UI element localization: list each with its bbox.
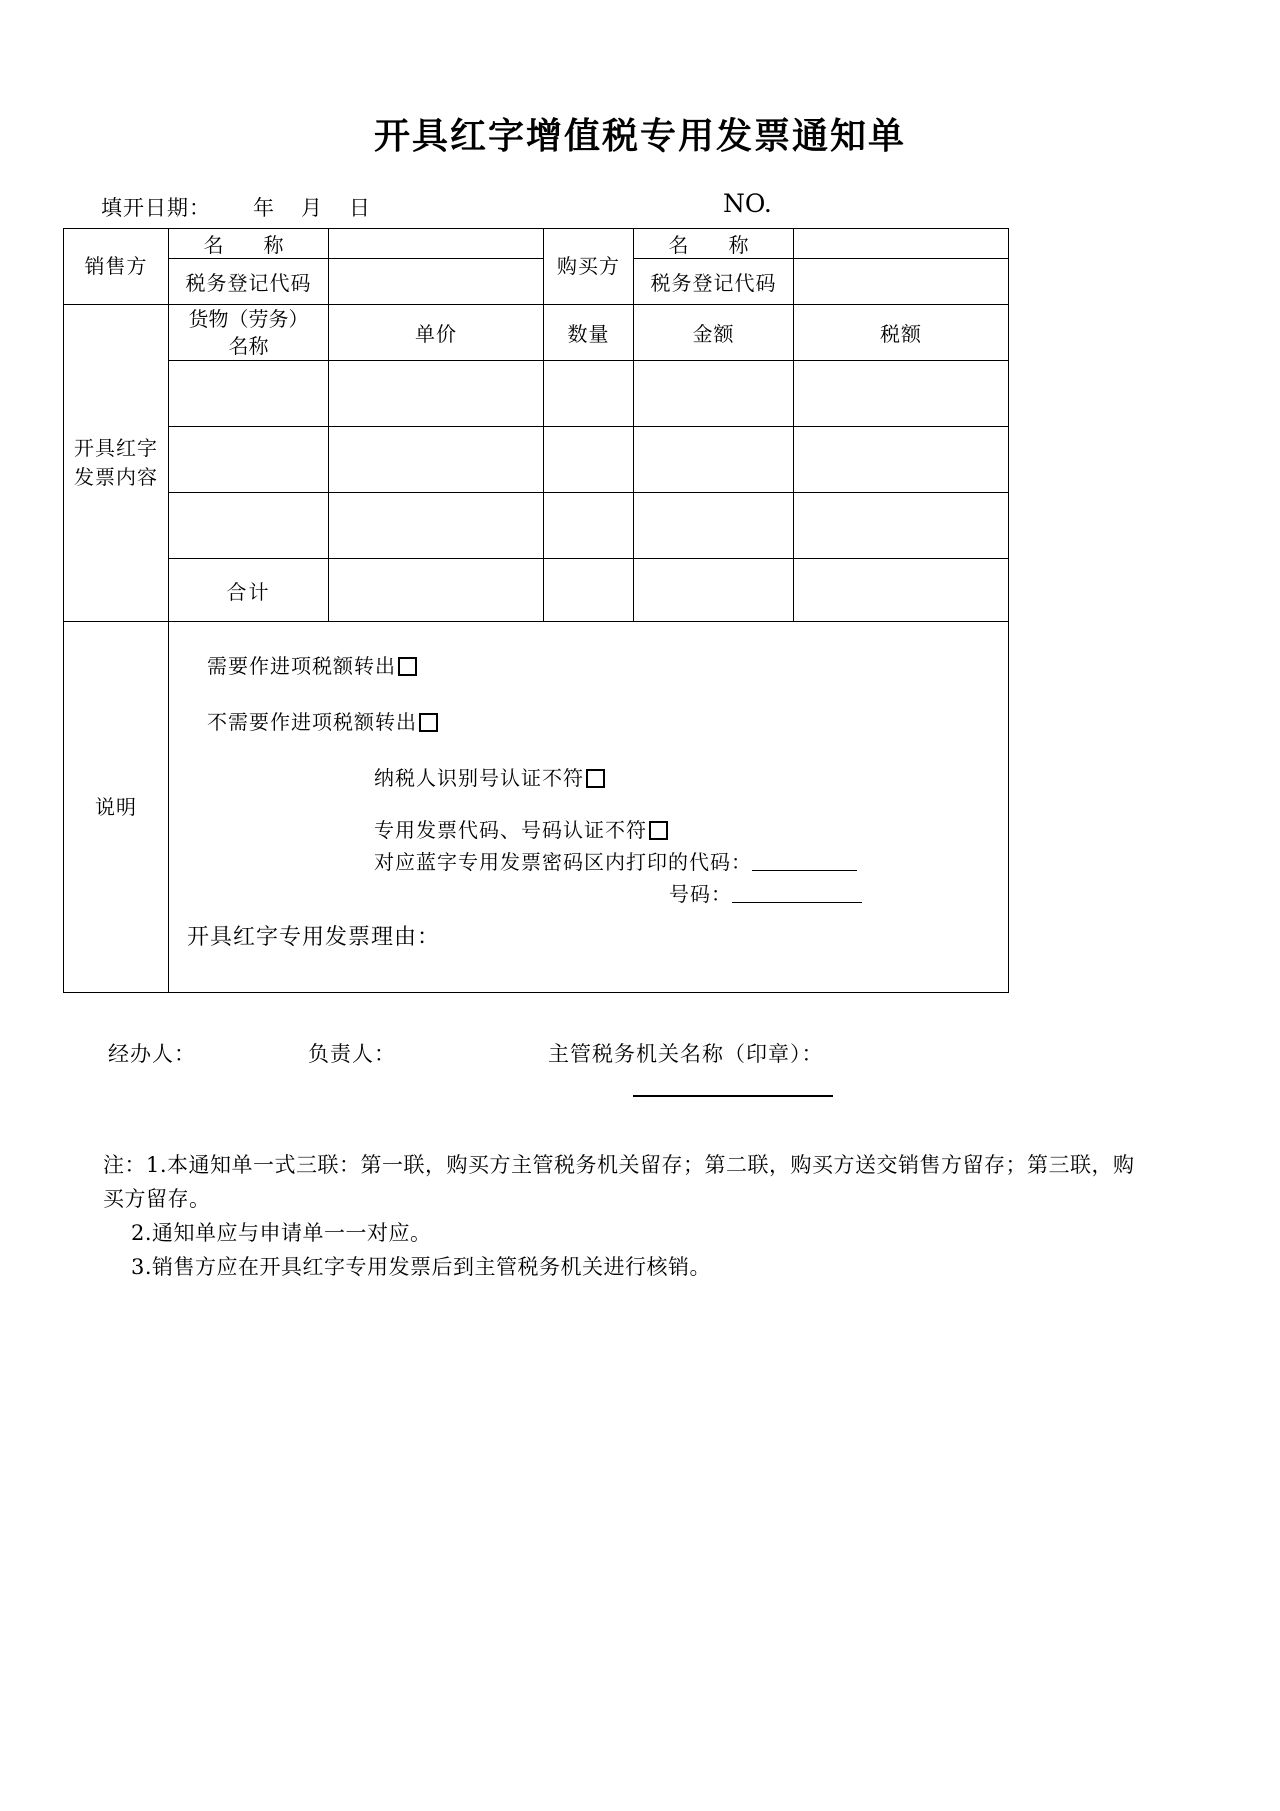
goods-tax-amount-cell[interactable] (794, 427, 1009, 493)
main-form-table (63, 228, 1009, 993)
goods-quantity-cell[interactable] (544, 493, 634, 559)
option-taxpayer-id-mismatch-checkbox[interactable] (586, 769, 605, 788)
goods-unit-price-cell[interactable] (329, 493, 544, 559)
goods-total-amount[interactable] (634, 559, 794, 622)
serial-number-label: NO. (723, 189, 772, 218)
goods-tax-amount-cell[interactable] (794, 493, 1009, 559)
meta-row (63, 189, 1008, 222)
signature-row (63, 1038, 1008, 1074)
option-invoice-code-mismatch[interactable] (374, 814, 668, 843)
buyer-tax-code-input[interactable] (794, 259, 1009, 305)
footer-note-3: 3.销售方应在开具红字专用发票后到主管税务机关进行核销。 (131, 1255, 712, 1280)
day-label: 日 (349, 196, 371, 220)
option-taxpayer-id-mismatch[interactable] (374, 762, 605, 791)
goods-item-header-line2: 名称 (228, 333, 269, 358)
option-no-transfer-out[interactable] (207, 706, 438, 735)
page-title: 开具红字增值税专用发票通知单 (373, 115, 906, 157)
goods-amount-cell[interactable] (634, 427, 794, 493)
buyer-name-label: 名 称 (634, 229, 794, 259)
option-no-transfer-out-label: 不需要作进项税额转出 (207, 710, 417, 734)
goods-unit-price-cell[interactable] (329, 361, 544, 427)
fill-date-label: 填开日期： (101, 196, 211, 220)
buyer-tax-code-label: 税务登记代码 (634, 259, 794, 305)
option-no-transfer-out-checkbox[interactable] (419, 713, 438, 732)
option-taxpayer-id-mismatch-label: 纳税人识别号认证不符 (374, 766, 584, 790)
goods-item-cell[interactable] (169, 361, 329, 427)
red-invoice-reason-row (187, 920, 440, 951)
explanation-section-label: 说明 (64, 622, 169, 993)
option-invoice-code-mismatch-checkbox[interactable] (649, 821, 668, 840)
tax-authority-seal-line[interactable] (633, 1095, 833, 1097)
party-name-row (64, 229, 1009, 259)
goods-total-unit-price[interactable] (329, 559, 544, 622)
year-label: 年 (253, 196, 275, 220)
goods-section-label: 开具红字发票内容 (64, 305, 169, 622)
footer-note-1: 注：1.本通知单一式三联：第一联，购买方主管税务机关留存；第二联，购买方送交销售方留存；第三联，购买方留存。 (103, 1153, 1135, 1212)
seller-name-input[interactable] (329, 229, 544, 259)
table-row (64, 493, 1009, 559)
goods-amount-header: 金额 (634, 305, 794, 361)
option-invoice-code-mismatch-label: 专用发票代码、号码认证不符 (374, 818, 647, 842)
option-transfer-out-checkbox[interactable] (398, 657, 417, 676)
option-transfer-out[interactable] (207, 650, 417, 679)
goods-total-tax-amount[interactable] (794, 559, 1009, 622)
goods-unit-price-header: 单价 (329, 305, 544, 361)
table-row (64, 361, 1009, 427)
goods-quantity-header: 数量 (544, 305, 634, 361)
fill-date-field (101, 192, 371, 222)
goods-total-row (64, 559, 1009, 622)
blue-invoice-code-row (374, 846, 857, 875)
goods-total-label: 合计 (169, 559, 329, 622)
goods-tax-amount-header: 税额 (794, 305, 1009, 361)
goods-item-header-line1: 货物（劳务） (188, 306, 309, 331)
blue-invoice-code-input[interactable] (752, 853, 857, 871)
goods-quantity-cell[interactable] (544, 361, 634, 427)
goods-item-header (169, 305, 329, 361)
party-tax-code-row (64, 259, 1009, 305)
explanation-row (64, 622, 1009, 993)
goods-header-row (64, 305, 1009, 361)
blue-invoice-number-input[interactable] (732, 885, 862, 903)
month-label: 月 (301, 196, 323, 220)
red-invoice-reason-label: 开具红字专用发票理由： (187, 925, 441, 950)
responsible-person-label: 负责人： (308, 1042, 396, 1066)
table-row (64, 427, 1009, 493)
footer-note-2: 2.通知单应与申请单一一对应。 (131, 1221, 432, 1246)
option-transfer-out-label: 需要作进项税额转出 (207, 654, 396, 678)
buyer-name-input[interactable] (794, 229, 1009, 259)
goods-total-quantity[interactable] (544, 559, 634, 622)
goods-item-cell[interactable] (169, 427, 329, 493)
goods-quantity-cell[interactable] (544, 427, 634, 493)
seller-tax-code-label: 税务登记代码 (169, 259, 329, 305)
tax-authority-label: 主管税务机关名称（印章）： (548, 1042, 824, 1066)
seller-side-label: 销售方 (64, 229, 169, 305)
goods-item-cell[interactable] (169, 493, 329, 559)
seller-tax-code-input[interactable] (329, 259, 544, 305)
goods-amount-cell[interactable] (634, 493, 794, 559)
blue-invoice-code-label: 对应蓝字专用发票密码区内打印的代码： (374, 850, 752, 874)
seller-name-label: 名 称 (169, 229, 329, 259)
handler-label: 经办人： (108, 1042, 196, 1066)
goods-tax-amount-cell[interactable] (794, 361, 1009, 427)
explanation-cell (169, 622, 1009, 993)
goods-unit-price-cell[interactable] (329, 427, 544, 493)
goods-amount-cell[interactable] (634, 361, 794, 427)
blue-invoice-number-label: 号码： (669, 882, 732, 906)
blue-invoice-number-row (669, 878, 862, 907)
buyer-side-label: 购买方 (544, 229, 634, 305)
footer-notes (63, 1148, 1153, 1284)
